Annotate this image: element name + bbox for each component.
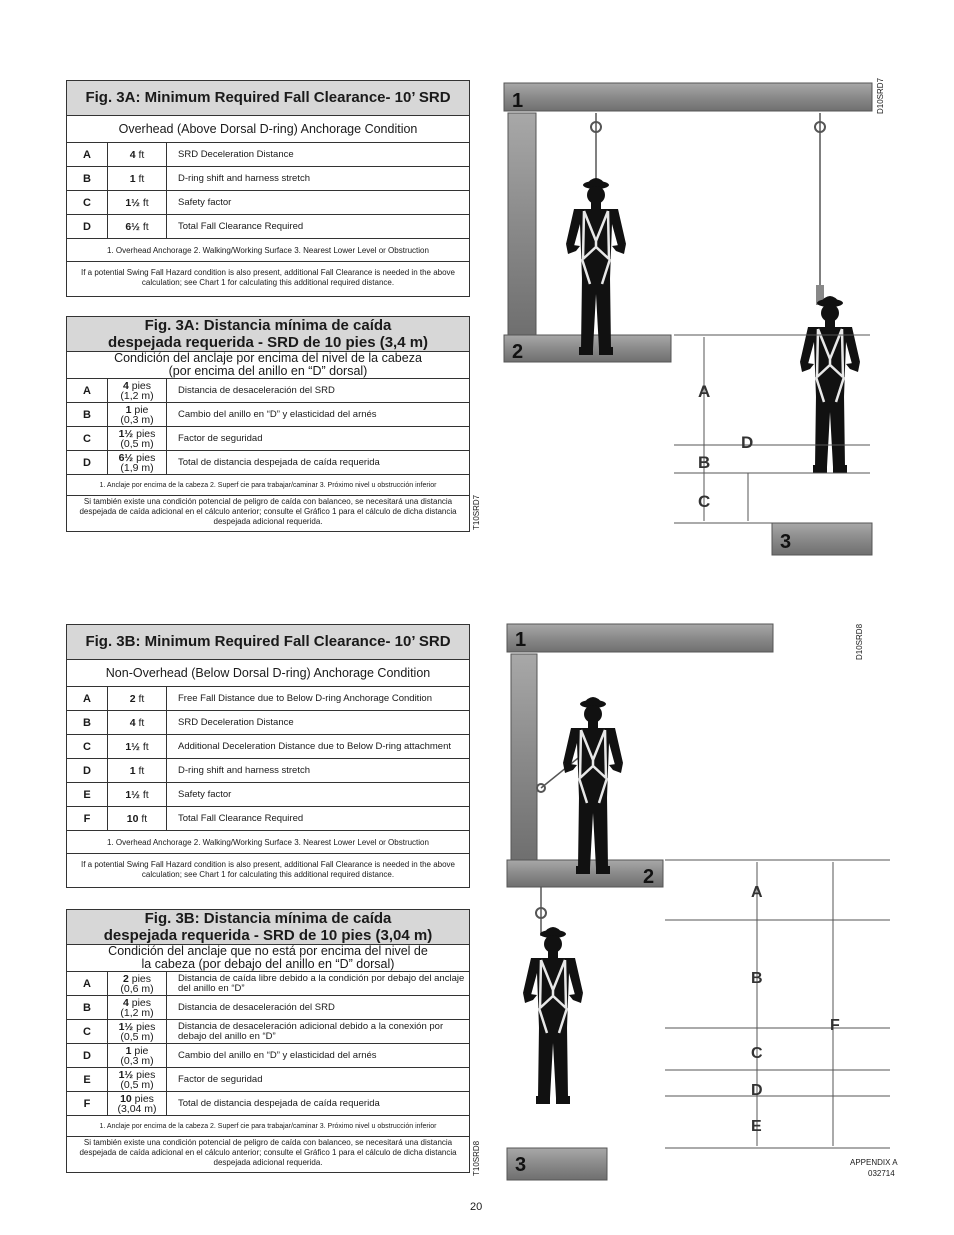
row-value bbox=[108, 996, 167, 1019]
fig3a-es-note: Si también existe una condición potencial de peligro de caída con balanceo, se necesitará una distancia despejada de caída adicional en el cálculo anterior; consulte el Gráfico 1 para el cálculo de dicha distancia despejada adicional requerida. bbox=[79, 497, 457, 526]
fig3a-es-condition-line1: Condición del anclaje por encima del nivel de la cabeza bbox=[114, 351, 422, 365]
fig3a-en-condition: Overhead (Above Dorsal D-ring) Anchorage Condition bbox=[67, 116, 469, 143]
vertical-column bbox=[508, 113, 536, 335]
fig3a-en-legend: 1. Overhead Anchorage 2. Walking/Working Surface 3. Nearest Lower Level or Obstruction bbox=[67, 239, 469, 262]
row-value bbox=[108, 451, 167, 474]
row-value-number: 1½ bbox=[125, 788, 140, 801]
row-value bbox=[108, 1020, 167, 1043]
row-key: D bbox=[67, 451, 108, 474]
row-description: Distancia de desaceleración del SRD bbox=[178, 1001, 335, 1013]
dimension-lines-diagram-b bbox=[665, 860, 890, 1148]
row-value bbox=[108, 687, 167, 710]
appendix-code: 032714 bbox=[868, 1169, 895, 1178]
row-value-number: 1½ bbox=[118, 1068, 134, 1081]
row-value bbox=[108, 783, 167, 806]
fig3a-es-legend: 1. Anclaje por encima de la cabeza 2. Superf cie para trabajar/caminar 3. Próximo nivel u obstrucción inferior bbox=[67, 475, 469, 496]
label-1-diagram-b: 1 bbox=[515, 629, 527, 651]
row-description: Distancia de desaceleración del SRD bbox=[178, 384, 335, 396]
row-value-unit: pie bbox=[134, 403, 149, 416]
row-value-number: 1 bbox=[129, 764, 136, 777]
row-key: C bbox=[67, 735, 108, 758]
table-row bbox=[67, 379, 469, 403]
fig3b-en-title: Fig. 3B: Minimum Required Fall Clearance- 10’ SRD bbox=[67, 625, 469, 660]
table-row bbox=[67, 972, 469, 996]
fig3b-en-condition: Non-Overhead (Below Dorsal D-ring) Anchorage Condition bbox=[67, 660, 469, 687]
row-value-unit: ft bbox=[142, 196, 149, 209]
row-value-metric: (1,2 m) bbox=[120, 389, 154, 402]
row-value bbox=[108, 807, 167, 830]
fig3b-es-title-line1: Fig. 3B: Distancia mínima de caída bbox=[144, 910, 392, 927]
diagram-a-code: D10SRD7 bbox=[876, 77, 885, 114]
row-value bbox=[108, 759, 167, 782]
row-key: A bbox=[67, 379, 108, 402]
row-value-unit: ft bbox=[138, 764, 145, 777]
row-value-unit: pies bbox=[131, 379, 152, 392]
row-value-unit: pies bbox=[136, 427, 156, 440]
row-value-number: 1 bbox=[125, 1044, 132, 1057]
fig3a-es-code: T10SRD7 bbox=[472, 494, 481, 530]
table-row bbox=[67, 687, 469, 711]
row-description: Total de distancia despejada de caída requerida bbox=[178, 1097, 380, 1109]
row-value-number: 4 bbox=[129, 148, 136, 161]
row-value-metric: (3,04 m) bbox=[117, 1102, 157, 1115]
row-value bbox=[108, 427, 167, 450]
row-value-unit: ft bbox=[142, 740, 149, 753]
row-description: Factor de seguridad bbox=[178, 1073, 263, 1085]
row-description: Distancia de caída libre debido a la condición por debajo del anclaje del anillo en “D” bbox=[178, 972, 465, 994]
label-1-diagram-a: 1 bbox=[512, 90, 524, 112]
row-value-number: 1½ bbox=[125, 740, 140, 753]
row-value-metric: (1,2 m) bbox=[120, 1006, 154, 1019]
table-row bbox=[67, 807, 469, 831]
row-value-number: 1 bbox=[125, 403, 132, 416]
label-A-diagram-a: A bbox=[698, 382, 711, 401]
table-row bbox=[67, 1092, 469, 1116]
row-key: D bbox=[67, 1044, 108, 1067]
table-row bbox=[67, 711, 469, 735]
row-description: Safety factor bbox=[178, 196, 232, 208]
row-value bbox=[108, 379, 167, 402]
row-value-metric: (0,3 m) bbox=[120, 413, 154, 426]
table-row bbox=[67, 759, 469, 783]
fig3b-es-title bbox=[67, 910, 469, 945]
row-key: C bbox=[67, 427, 108, 450]
row-value-unit: pies bbox=[136, 1068, 156, 1081]
row-key: D bbox=[67, 215, 108, 238]
label-B-diagram-b: B bbox=[751, 970, 763, 987]
row-description: D-ring shift and harness stretch bbox=[178, 172, 311, 184]
row-value-unit: ft bbox=[138, 172, 145, 185]
page-number: 20 bbox=[470, 1201, 483, 1213]
fig3b-es-code: T10SRD8 bbox=[472, 1140, 481, 1176]
fig3b-en-table bbox=[66, 624, 470, 888]
row-value-unit: ft bbox=[138, 148, 145, 161]
row-description: Distancia de desaceleración adicional debido a la conexión por debajo del anillo en “D” bbox=[178, 1020, 444, 1042]
fig3b-es-legend: 1. Anclaje por encima de la cabeza 2. Superf cie para trabajar/caminar 3. Próximo nivel u obstrucción inferior bbox=[67, 1116, 469, 1137]
table-row bbox=[67, 735, 469, 759]
row-description: SRD Deceleration Distance bbox=[178, 148, 294, 160]
row-key: C bbox=[67, 191, 108, 214]
fig3a-es-title-line1: Fig. 3A: Distancia mínima de caída bbox=[144, 317, 392, 334]
row-value-unit: ft bbox=[138, 716, 145, 729]
table-row bbox=[67, 1068, 469, 1092]
row-key: A bbox=[67, 143, 108, 166]
row-key: B bbox=[67, 403, 108, 426]
row-value-unit: ft bbox=[138, 692, 145, 705]
row-value-unit: ft bbox=[141, 812, 148, 825]
fig3b-es-title-line2: despejada requerida - SRD de 10 pies (3,04 m) bbox=[103, 927, 433, 944]
row-value-number: 4 bbox=[122, 996, 129, 1009]
fig3b-es-condition-line2: la cabeza (por debajo del anillo en “D” dorsal) bbox=[141, 957, 395, 971]
fig3b-es-table bbox=[66, 909, 470, 1173]
label-C-diagram-a: C bbox=[698, 492, 711, 511]
table-row bbox=[67, 1044, 469, 1068]
table-row bbox=[67, 783, 469, 807]
row-value bbox=[108, 143, 167, 166]
row-description: Cambio del anillo en “D” y elasticidad del arnés bbox=[178, 408, 377, 420]
row-description: Factor de seguridad bbox=[178, 432, 263, 444]
row-description: Free Fall Distance due to Below D-ring Anchorage Condition bbox=[178, 692, 432, 704]
fig3a-en-note: If a potential Swing Fall Hazard condition is also present, additional Fall Clearance is needed in the above calculation; see Chart 1 for calculating this additional required distance. bbox=[81, 268, 455, 287]
row-description: Cambio del anillo en “D” y elasticidad del arnés bbox=[178, 1049, 377, 1061]
row-key: C bbox=[67, 1020, 108, 1043]
row-value-unit: ft bbox=[142, 788, 149, 801]
table-row bbox=[67, 215, 469, 239]
row-value-unit: pie bbox=[134, 1044, 149, 1057]
row-description: Additional Deceleration Distance due to Below D-ring attachment bbox=[178, 740, 452, 752]
vertical-column-b bbox=[511, 654, 537, 860]
fig3a-en-title: Fig. 3A: Minimum Required Fall Clearance- 10’ SRD bbox=[67, 81, 469, 116]
row-value-unit: pies bbox=[136, 451, 156, 464]
row-value bbox=[108, 711, 167, 734]
table-row bbox=[67, 996, 469, 1020]
row-value-number: 2 bbox=[129, 692, 136, 705]
row-value-number: 6½ bbox=[118, 451, 134, 464]
fig3a-es-title bbox=[67, 317, 469, 352]
row-value-unit: ft bbox=[142, 220, 149, 233]
label-2-diagram-a: 2 bbox=[512, 341, 524, 363]
table-row bbox=[67, 167, 469, 191]
label-3-diagram-b: 3 bbox=[515, 1154, 527, 1176]
row-value-number: 1 bbox=[129, 172, 136, 185]
row-value-number: 2 bbox=[122, 972, 129, 985]
row-value-metric: (0,6 m) bbox=[120, 982, 154, 995]
overhead-beam bbox=[504, 83, 872, 111]
fig3a-es-condition-line2: (por encima del anillo en “D” dorsal) bbox=[168, 364, 368, 378]
row-value bbox=[108, 167, 167, 190]
fig3a-es-table bbox=[66, 316, 470, 532]
row-value-metric: (0,5 m) bbox=[120, 437, 154, 450]
row-key: B bbox=[67, 996, 108, 1019]
row-value-metric: (1,9 m) bbox=[120, 461, 154, 474]
row-description: Total Fall Clearance Required bbox=[178, 220, 304, 232]
row-value-unit: pies bbox=[134, 1092, 154, 1105]
row-value-number: 10 bbox=[126, 812, 139, 825]
label-F-diagram-b: F bbox=[830, 1017, 840, 1034]
fig3b-es-condition bbox=[67, 945, 469, 972]
row-key: A bbox=[67, 972, 108, 995]
row-value bbox=[108, 735, 167, 758]
label-D-diagram-b: D bbox=[751, 1082, 763, 1099]
fig3a-es-title-line2: despejada requerida - SRD de 10 pies (3,4 m) bbox=[107, 334, 429, 351]
row-description: Safety factor bbox=[178, 788, 232, 800]
row-value-number: 6½ bbox=[125, 220, 140, 233]
row-value bbox=[108, 972, 167, 995]
fig3a-es-condition bbox=[67, 352, 469, 379]
row-key: E bbox=[67, 1068, 108, 1091]
row-value-unit: pies bbox=[136, 1020, 156, 1033]
row-value bbox=[108, 191, 167, 214]
label-3-diagram-a: 3 bbox=[780, 531, 792, 553]
row-value-unit: pies bbox=[131, 972, 152, 985]
row-description: Total Fall Clearance Required bbox=[178, 812, 304, 824]
row-value-metric: (0,3 m) bbox=[120, 1054, 154, 1067]
row-key: E bbox=[67, 783, 108, 806]
fig3b-es-note: Si también existe una condición potencial de peligro de caída con balanceo, se necesitará una distancia despejada de caída adicional en el cálculo anterior; consulte el Gráfico 1 para el cálculo de dicha distancia despejada adicional requerida. bbox=[79, 1138, 457, 1167]
row-key: B bbox=[67, 711, 108, 734]
row-description: D-ring shift and harness stretch bbox=[178, 764, 311, 776]
row-key: A bbox=[67, 687, 108, 710]
table-row bbox=[67, 427, 469, 451]
table-row bbox=[67, 403, 469, 427]
fall-clearance-diagram-3a bbox=[490, 75, 890, 565]
row-value bbox=[108, 1068, 167, 1091]
diagram-b-code: D10SRD8 bbox=[855, 623, 864, 660]
row-value bbox=[108, 1044, 167, 1067]
label-A-diagram-b: A bbox=[751, 884, 763, 901]
row-key: D bbox=[67, 759, 108, 782]
row-key: B bbox=[67, 167, 108, 190]
label-B-diagram-a: B bbox=[698, 453, 711, 472]
table-row bbox=[67, 1020, 469, 1044]
row-description: SRD Deceleration Distance bbox=[178, 716, 294, 728]
fig3a-en-table bbox=[66, 80, 470, 297]
row-value-number: 4 bbox=[129, 716, 136, 729]
row-value-number: 1½ bbox=[118, 1020, 134, 1033]
row-description: Total de distancia despejada de caída requerida bbox=[178, 456, 380, 468]
label-E-diagram-b: E bbox=[751, 1118, 762, 1135]
table-row bbox=[67, 451, 469, 475]
row-value bbox=[108, 215, 167, 238]
row-value-metric: (0,5 m) bbox=[120, 1078, 154, 1091]
row-value-unit: pies bbox=[131, 996, 152, 1009]
row-value bbox=[108, 1092, 167, 1115]
overhead-beam-b bbox=[507, 624, 773, 652]
fig3b-en-note: If a potential Swing Fall Hazard condition is also present, additional Fall Clearance is needed in the above calculation; see Chart 1 for calculating this additional required distance. bbox=[81, 860, 455, 879]
row-key: F bbox=[67, 1092, 108, 1115]
fig3b-es-condition-line1: Condición del anclaje que no está por encima del nivel de bbox=[108, 944, 428, 958]
row-value-number: 1½ bbox=[125, 196, 140, 209]
row-key: F bbox=[67, 807, 108, 830]
table-row bbox=[67, 191, 469, 215]
label-2-diagram-b: 2 bbox=[643, 866, 655, 888]
row-value bbox=[108, 403, 167, 426]
label-D-diagram-a: D bbox=[741, 433, 754, 452]
row-value-metric: (0,5 m) bbox=[120, 1030, 154, 1043]
row-value-number: 1½ bbox=[118, 427, 134, 440]
row-value-number: 4 bbox=[122, 379, 129, 392]
label-C-diagram-b: C bbox=[751, 1045, 763, 1062]
table-row bbox=[67, 143, 469, 167]
row-value-number: 10 bbox=[120, 1092, 132, 1105]
appendix-label: APPENDIX A bbox=[850, 1158, 898, 1167]
fall-clearance-diagram-3b bbox=[495, 618, 890, 1188]
fig3b-en-legend: 1. Overhead Anchorage 2. Walking/Working Surface 3. Nearest Lower Level or Obstruction bbox=[67, 831, 469, 854]
